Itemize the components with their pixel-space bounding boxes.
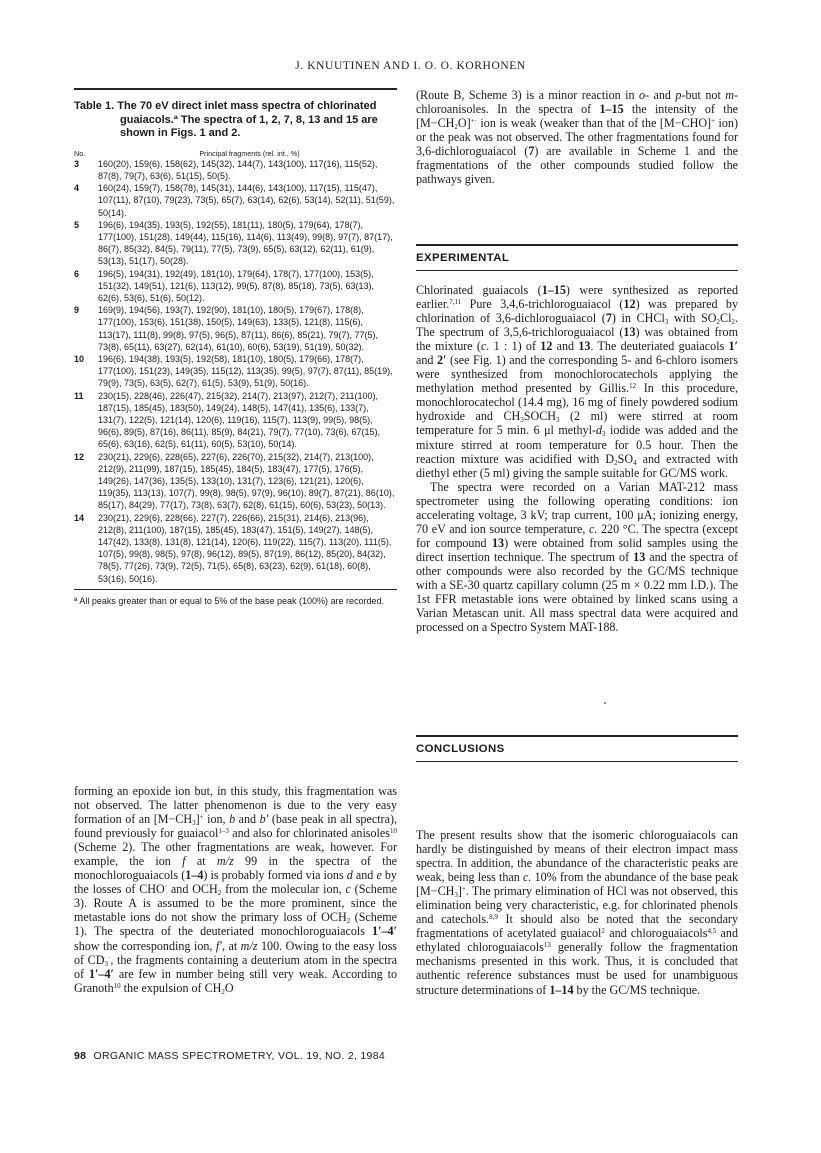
- compound-number: 14: [74, 512, 85, 523]
- journal-citation: ORGANIC MASS SPECTROMETRY, VOL. 19, NO. 2, 1984: [93, 1050, 385, 1062]
- table-caption-label: Table 1.: [74, 100, 115, 112]
- fragment-list: 196(5), 194(31), 192(49), 181(10), 179(64), 178(7), 177(100), 153(5), 151(32), 149(51), 121(6), 113(12), 99(5), 87(8), 85(18), 73(5), 63(13), 62(6), 53(6), 51(6), 50(12).: [98, 268, 374, 304]
- table-header-no: No.: [74, 148, 86, 158]
- table-footnote: ª All peaks greater than or equal to 5% of the base peak (100%) are recorded.: [74, 595, 385, 606]
- conclusions-heading: [416, 735, 738, 762]
- table-caption: [74, 100, 397, 141]
- paragraph-epoxide: forming an epoxide ion but, in this study, this fragmentation was not observed. The latter phenomenon is due to the very easy formation of an $[M-CH_3]^+$ ion, b and b′ (base peak in all spectra), found previously for guaiacol$^{1-3}$ and also for chlorinated anisoles$^{10}$ (Scheme 2). The other fragmentations are weak, however. For example, the ion f at m/z 99 in the spectra of the monochloroguaiacols (1–4) is probably formed via ions d and e by the losses of CHO· and $OCH_2$ from the molecular ion, c (Scheme 3). Route A is assumed to be the more prominent, since the metastable ions do not show the primary loss of $OCH_2$ (Scheme 1). The spectra of the deuteriated monochloroguaiacols 1′–4′ show the corresponding ion, f′, at m/z 100. Owing to the easy loss of $CD_3^\cdot$, the fragments containing a deuterium atom in the spectra of 1′–4′ are few in number being still very weak. According to Granoth$^{10}$ the expulsion of $CH_2O$: [74, 784, 397, 996]
- fragment-list: 169(9), 194(56), 193(7), 192(90), 181(10), 180(5), 179(67), 178(8), 177(100), 153(6), 151(38), 150(5), 149(63), 133(5), 121(8), 115(6), 113(17), 111(8), 99(8), 97(5), 96(5), 87(11), 86(6), 85(21), 79(7), 77(5), 73(8), 65(11), 63(27), 62(14), 61(10), 60(6), 53(19), 51(19), 50(32).: [98, 305, 378, 352]
- compound-number: 6: [74, 268, 80, 279]
- page-footer: [74, 1050, 385, 1062]
- compound-number: 5: [74, 219, 80, 230]
- experimental-heading: [416, 244, 738, 271]
- table-row: [74, 304, 397, 353]
- compound-number: 9: [74, 305, 80, 316]
- conclusions-heading-label: CONCLUSIONS: [416, 743, 505, 755]
- compound-number: 12: [74, 451, 85, 462]
- fragment-list: 160(20), 159(6), 158(62), 145(32), 144(7), 143(100), 117(16), 115(52), 87(8), 79(7), 63(6), 51(15), 50(5).: [98, 158, 378, 181]
- page-number: 98: [74, 1050, 87, 1062]
- table-row: [74, 390, 397, 451]
- table-header-fragments: Principal fragments (rel. int., %): [199, 148, 300, 158]
- fragment-list: 196(6), 194(35), 193(5), 192(55), 181(11), 180(5), 179(64), 178(7), 177(100), 151(28), 149(44), 115(16), 114(6), 113(49), 99(8), 97(7), 87(17), 86(7), 85(32), 84(5), 79(11), 77(5), 73(9), 65(5), 63(12), 62(11), 61(9), 53(13), 51(17), 50(28).: [98, 219, 393, 267]
- compound-number: 3: [74, 158, 80, 169]
- table-row: [74, 182, 397, 219]
- table-row: [74, 353, 397, 390]
- running-head: J. KNUUTINEN AND I. O. O. KORHONEN: [295, 60, 526, 72]
- conclusions-body: The present results show that the isomeric chloroguaiacols can hardly be distinguished by means of their electron impact mass spectra. In addition, the abundance of the characteristic peaks are weak, being less than c. 10% from the abundance of the base peak $[M-CH_3]^+$. The primary elimination of HCl was not observed, this elimination being very characteristic, e.g. for chlorinated phenols and catechols.$^{8,9}$ It should also be noted that the secondary fragmentations of acetylated guaiacol$^2$ and chloroguaiacols$^{4,5}$ and ethylated chloroguaiacols$^{13}$ generally follow the fragmentation mechanisms presented in this work. Thus, it is concluded that authentic reference substances must be used for unambiguous structure determinations of 1–14 by the GC/MS technique.: [416, 828, 739, 997]
- table-body: [74, 158, 397, 585]
- table-row: [74, 268, 397, 305]
- table-row: [74, 219, 397, 268]
- compound-number: 4: [74, 183, 80, 194]
- compound-number: 11: [74, 390, 84, 401]
- table-top-rule: [74, 88, 397, 90]
- table-row: [74, 158, 397, 182]
- table-row: [74, 512, 397, 585]
- table-header: [74, 149, 397, 158]
- table-bottom-rule: [74, 589, 397, 590]
- fragment-list: 230(21), 229(6), 228(65), 227(6), 226(70), 215(32), 214(7), 213(100), 212(9), 211(99), 187(15), 185(45), 184(5), 183(47), 177(5), 176(5), 149(26), 147(36), 135(5), 133(10), 131(7), 123(6), 121(21), 120(6), 119(35), 113(13), 107(7), 99(8), 98(5), 97(9), 96(10), 89(7), 87(21), 86(10), 85(17), 84(29), 77(17), 73(8), 63(7), 62(8), 61(15), 60(6), 53(23), 50(13).: [98, 451, 395, 511]
- fragment-list: 230(21), 229(6), 228(66), 227(7), 226(66), 215(31), 214(6), 213(96), 212(8), 211(100), 187(15), 185(45), 183(47), 151(5), 149(27), 148(5), 147(42), 133(8), 131(8), 121(14), 120(6), 119(22), 115(7), 113(20), 111(5), 107(5), 99(8), 98(5), 97(8), 96(12), 89(5), 87(19), 86(12), 85(20), 84(32), 78(5), 77(26), 73(9), 72(5), 71(5), 65(8), 63(23), 62(9), 61(18), 60(8), 53(16), 50(16).: [98, 512, 392, 584]
- table-caption-text: The 70 eV direct inlet mass spectra of chlorinated guaiacols.ª The spectra of 1, 2, 7, 8, 13 and 15 are shown in Figs. 1 and 2.: [117, 100, 378, 140]
- table-1: [74, 88, 397, 607]
- stray-dot: [604, 702, 606, 704]
- table-row: [74, 451, 397, 512]
- fragment-list: 160(24), 159(7), 158(78), 145(31), 144(6), 143(100), 117(15), 115(47), 107(11), 87(10), 79(23), 73(5), 65(7), 63(14), 62(6), 53(14), 52(11), 51(59), 50(14).: [98, 183, 395, 218]
- compound-number: 10: [74, 354, 85, 365]
- experimental-body: Chlorinated guaiacols (1–15) were synthesized as reported earlier.$^{7,11}$ Pure 3,4,6-trichloroguaiacol (12) was prepared by chlorination of 3,6-dichloroguaiacol (7) in CHCl$_3$ with $SO_2Cl_2$. The spectrum of 3,5,6-trichloroguaiacol (13) was obtained from the mixture (c. 1 : 1) of 12 and 13. The deuteriated guaiacols 1′ and 2′ (see Fig. 1) and the corresponding 5- and 6-chloro isomers were synthesized from monochlorocatechols applying the methylation method presented by Gillis.$^{12}$ In this procedure, monochlorocatechol (14.4 mg), 16 mg of finely powdered sodium hydroxide and $CH_3SOCH_3$ (2 ml) were stirred at room temperature for 5 min. 6 μl methyl-$d_3$ iodide was added and the mixture stirred at room temperature for 0.5 hour. Then the reaction mixture was acidified with $D_2SO_4$ and extracted with diethyl ether (5 ml) giving the sample suitable for GC/MS work. The spectra were recorded on a Varian MAT-212 mass spectrometer using the following operating conditions: ion accelerating voltage, 3 kV; trap current, 100 μA; ionizing energy, 70 eV and ion source temperature, c. 220 °C. The spectra (except for compound 13) were obtained from solid samples using the direct insertion technique. The spectrum of 13 and the spectra of other compounds were also recorded by the GC/MS technique with a SE-30 quartz capillary column (25 m × 0.22 mm I.D.). The 1st FFR metastable ions were obtained by linked scans using a Varian Metascan unit. All mass spectral data were acquired and processed on a Spectro System MAT-188.: [416, 283, 738, 635]
- fragment-list: 196(6), 194(38), 193(5), 192(58), 181(10), 180(5), 179(66), 178(7), 177(100), 151(23), 149(35), 115(12), 113(35), 99(5), 97(7), 87(11), 85(19), 79(9), 73(5), 63(5), 62(7), 61(5), 53(9), 51(9), 50(16).: [98, 354, 393, 389]
- fragment-list: 230(15), 228(46), 226(47), 215(32), 214(7), 213(97), 212(7), 211(100), 187(15), 185(45), 183(50), 149(24), 148(5), 147(41), 135(6), 133(7), 131(7), 122(5), 121(14), 120(6), 119(16), 115(7), 113(9), 99(5), 98(5), 96(6), 89(5), 87(16), 86(11), 85(9), 84(21), 79(7), 77(10), 73(6), 67(15), 65(6), 63(16), 62(5), 61(11), 60(5), 53(10), 50(14).: [98, 390, 380, 450]
- paragraph-route-b: (Route B, Scheme 3) is a minor reaction in o- and p-but not m-chloroanisoles. In the spectra of 1–15 the intensity of the $[M-CH_2O]^{+\cdot}$ ion is weak (weaker than that of the [M−CHO]+ ion) or the peak was not observed. The other fragmentations found for 3,6-dichloroguaiacol (7) are available in Scheme 1 and the fragmentations of the other compounds studied follow the pathways given.: [416, 88, 739, 187]
- experimental-heading-label: EXPERIMENTAL: [416, 252, 510, 264]
